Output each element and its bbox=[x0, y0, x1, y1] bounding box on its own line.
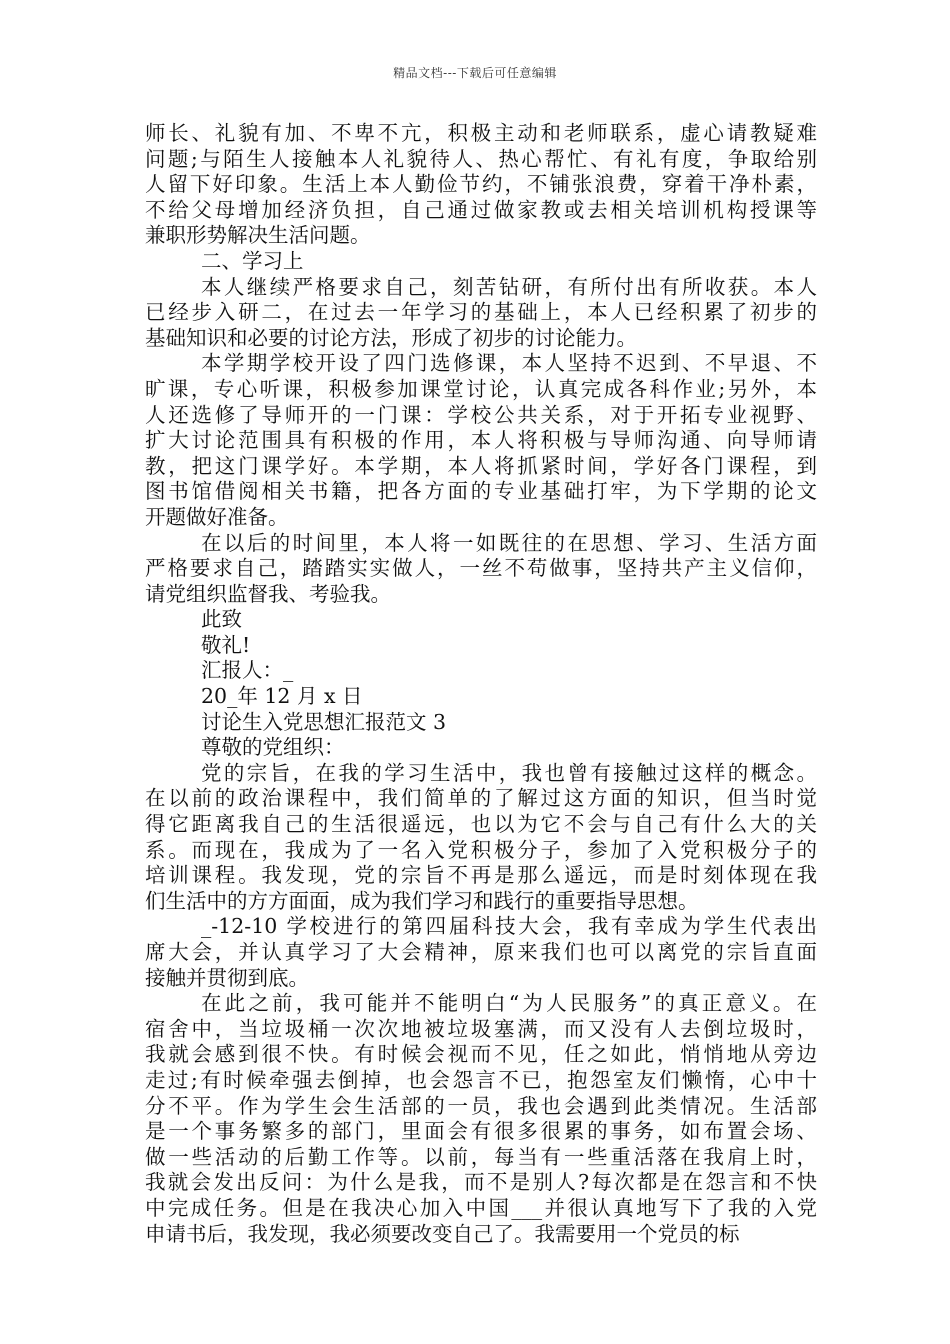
text-line: 扩大讨论范围具有积极的作用，本人将积极与导师沟通、向导师请 bbox=[145, 428, 817, 453]
text-line: 人留下好印象。生活上本人勤俭节约，不铺张浪费，穿着干净朴素， bbox=[145, 172, 817, 197]
text-line: 我就会发出反问：为什么是我，而不是别人?每次都是在怨言和不快 bbox=[145, 1170, 817, 1195]
paragraph bbox=[145, 275, 817, 352]
text-line: 系。而现在，我成为了一名入党积极分子，参加了入党积极分子的 bbox=[145, 837, 817, 862]
text-line: 得它距离我自己的生活很遥远，也以为它不会与自己有什么大的关 bbox=[145, 812, 817, 837]
text-line: 开题做好准备。 bbox=[145, 504, 289, 529]
paragraph bbox=[145, 761, 817, 915]
text-line: 党的宗旨，在我的学习生活中，我也曾有接触过这样的概念。 bbox=[201, 760, 817, 785]
text-line: 旷课，专心听课，积极参加课堂讨论，认真完成各科作业;另外，本 bbox=[145, 376, 817, 401]
text-line: 图书馆借阅相关书籍，把各方面的专业基础打牢，为下学期的论文 bbox=[145, 479, 817, 504]
text-line: 此致 bbox=[201, 607, 242, 632]
text-line: 讨论生入党思想汇报范文 3 bbox=[201, 709, 447, 734]
text-line: 在以前的政治课程中，我们简单的了解过这方面的知识，但当时觉 bbox=[145, 786, 817, 811]
text-line: 已经步入研二，在过去一年学习的基础上，本人已经积累了初步的 bbox=[145, 300, 817, 325]
text-line: 基础知识和必要的讨论方法，形成了初步的讨论能力。 bbox=[145, 325, 637, 350]
text-line: 在以后的时间里，本人将一如既往的在思想、学习、生活方面 bbox=[201, 530, 817, 555]
text-line: 接触并贯彻到底。 bbox=[145, 965, 309, 990]
paragraph bbox=[145, 914, 817, 991]
paragraph bbox=[145, 249, 817, 275]
text-line: _-12-10 学校进行的第四届科技大会，我有幸成为学生代表出 bbox=[201, 914, 817, 939]
text-line: 教，把这门课学好。本学期，本人将抓紧时间，学好各门课程，到 bbox=[145, 453, 817, 478]
text-line: 是一个事务繁多的部门，里面会有很多很累的事务，如布置会场、 bbox=[145, 1119, 817, 1144]
text-line: 本学期学校开设了四门选修课，本人坚持不迟到、不早退、不 bbox=[201, 351, 817, 376]
text-line: 分不平。作为学生会生活部的一员，我也会遇到此类情况。生活部 bbox=[145, 1093, 817, 1118]
text-line: 汇报人：_ bbox=[201, 658, 294, 683]
paragraph bbox=[145, 991, 817, 1247]
text-line: 培训课程。我发现，党的宗旨不再是那么遥远，而是时刻体现在我 bbox=[145, 863, 817, 888]
text-line: 请党组织监督我、考验我。 bbox=[145, 581, 391, 606]
text-line: 走过;有时候牵强去倒掉，也会怨言不已，抱怨室友们懒惰，心中十 bbox=[145, 1067, 817, 1092]
paragraph bbox=[145, 735, 817, 761]
paragraph bbox=[145, 607, 817, 633]
text-line: 兼职形势解决生活问题。 bbox=[145, 223, 371, 248]
text-line: 20_年 12 月 x 日 bbox=[201, 684, 363, 709]
text-line: 们生活中的方方面面，成为我们学习和践行的重要指导思想。 bbox=[145, 888, 699, 913]
text-line: 严格要求自己，踏踏实实做人，一丝不苟做事，坚持共产主义信仰， bbox=[145, 556, 817, 581]
text-line: 申请书后，我发现，我必须要改变自己了。我需要用一个党员的标 bbox=[145, 1221, 740, 1246]
paragraph bbox=[145, 684, 817, 710]
paragraph bbox=[145, 710, 817, 736]
text-line: 不给父母增加经济负担，自己通过做家教或去相关培训机构授课等 bbox=[145, 197, 817, 222]
paragraph bbox=[145, 531, 817, 608]
text-line: 问题;与陌生人接触本人礼貌待人、热心帮忙、有礼有度，争取给别 bbox=[145, 146, 817, 171]
text-line: 在此之前，我可能并不能明白“为人民服务”的真正意义。在 bbox=[201, 991, 817, 1016]
text-line: 敬礼! bbox=[201, 632, 251, 657]
paragraph bbox=[145, 121, 817, 249]
document-body bbox=[145, 121, 817, 1247]
text-line: 师长、礼貌有加、不卑不亢，积极主动和老师联系，虚心请教疑难 bbox=[145, 121, 817, 145]
text-line: 做一些活动的后勤工作等。以前，每当有一些重活落在我肩上时， bbox=[145, 1144, 817, 1169]
text-line: 席大会，并认真学习了大会精神，原来我们也可以离党的宗旨直面 bbox=[145, 940, 817, 964]
paragraph bbox=[145, 658, 817, 684]
text-line: 二、学习上 bbox=[201, 248, 304, 273]
text-line: 中完成任务。但是在我决心加入中国___并很认真地写下了我的入党 bbox=[145, 1195, 817, 1220]
text-line: 我就会感到很不快。有时候会视而不见，任之如此，悄悄地从旁边 bbox=[145, 1042, 817, 1067]
text-line: 尊敬的党组织： bbox=[201, 735, 345, 760]
page-header-caption: 精品文档---下载后可任意编辑 bbox=[393, 66, 557, 80]
text-line: 本人继续严格要求自己，刻苦钻研，有所付出有所收获。本人 bbox=[201, 274, 817, 299]
paragraph bbox=[145, 633, 817, 659]
paragraph bbox=[145, 351, 817, 530]
text-line: 宿舍中，当垃圾桶一次次地被垃圾塞满，而又没有人去倒垃圾时， bbox=[145, 1016, 817, 1041]
text-line: 人还选修了导师开的一门课：学校公共关系，对于开拓专业视野、 bbox=[145, 402, 817, 427]
